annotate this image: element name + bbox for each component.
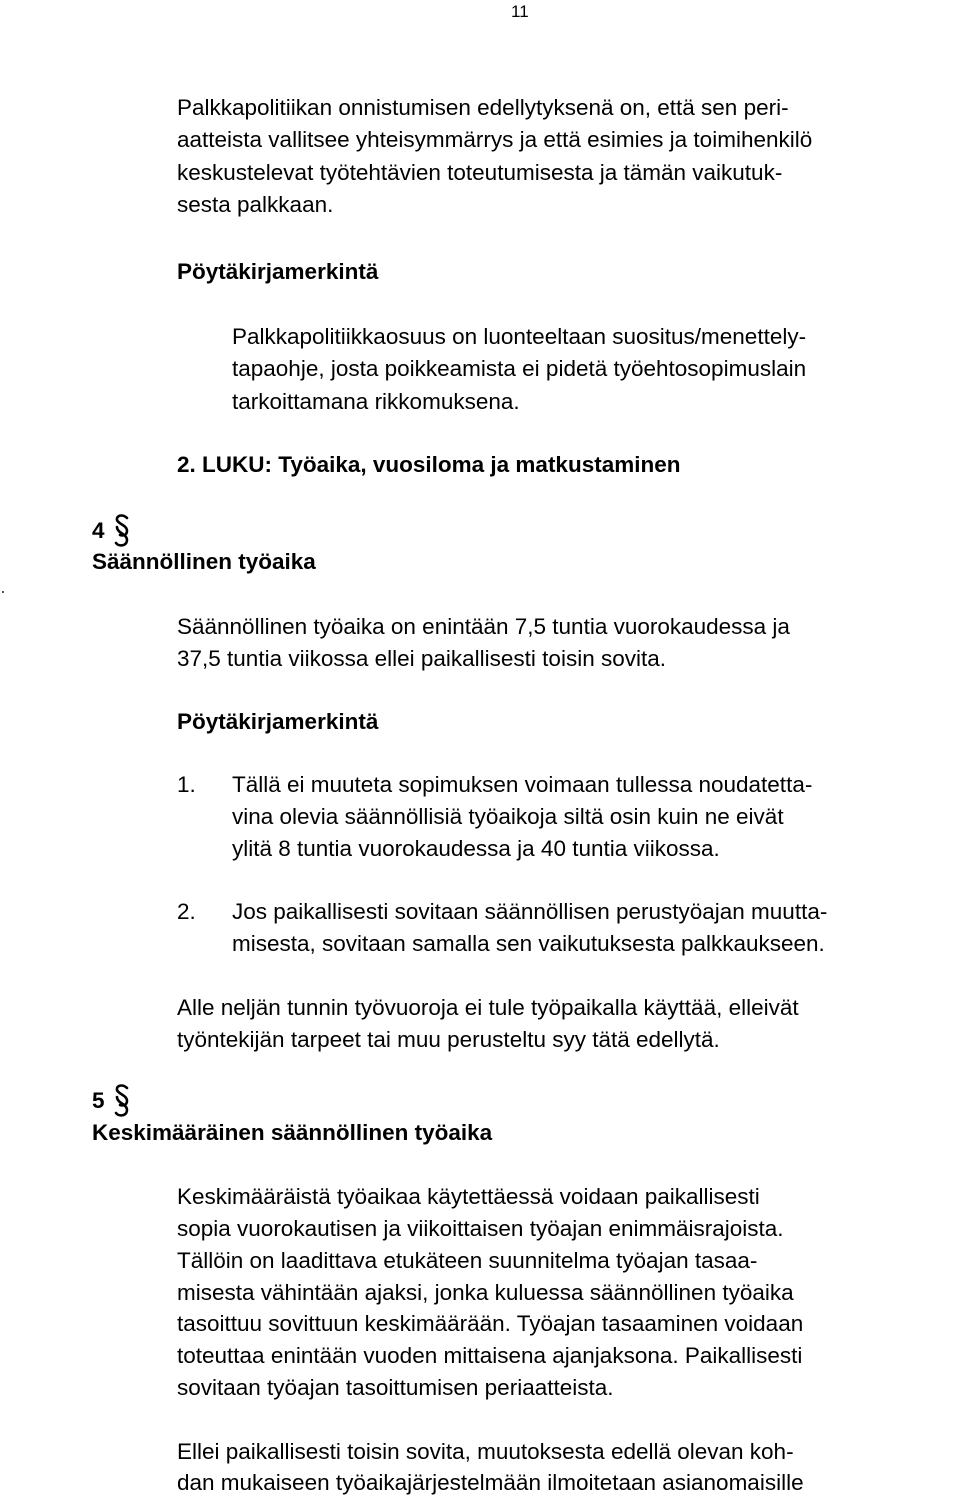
- intro-line: keskustelevat työtehtävien toteutumisesta ja tämän vaikutuk-: [177, 160, 783, 185]
- section-title: Säännöllinen työaika: [92, 549, 316, 574]
- list-item-line: vina olevia säännöllisiä työaikoja siltä osin kuin ne eivät: [232, 804, 784, 829]
- section-sign-icon: [113, 514, 131, 548]
- margin-mark: [2, 591, 4, 593]
- list-item-line: misesta, sovitaan samalla sen vaikutuksesta palkkaukseen.: [232, 931, 825, 956]
- body-line: sovitaan työajan tasoittumisen periaatteista.: [177, 1375, 614, 1400]
- intro-line: aatteista vallitsee yhteisymmärrys ja että esimies ja toimihenkilö: [177, 127, 813, 152]
- body-line: Tällöin on laadittava etukäteen suunnitelma työajan tasaa-: [177, 1248, 758, 1273]
- body-line: Alle neljän tunnin työvuoroja ei tule työpaikalla käyttää, elleivät: [177, 995, 799, 1020]
- body-line: dan mukaiseen työaikajärjestelmään ilmoitetaan asianomaisille: [177, 1470, 804, 1495]
- body-line: Keskimääräistä työaikaa käytettäessä voidaan paikallisesti: [177, 1184, 760, 1209]
- section-sign-icon: [113, 1084, 131, 1118]
- body-line: työntekijän tarpeet tai muu perusteltu syy tätä edellytä.: [177, 1027, 720, 1052]
- list-item-line: Jos paikallisesti sovitaan säännöllisen perustyöajan muutta-: [232, 899, 828, 924]
- body-line: 37,5 tuntia viikossa ellei paikallisesti toisin sovita.: [177, 646, 666, 671]
- list-number: 2.: [177, 899, 196, 924]
- chapter-title: 2. LUKU: Työaika, vuosiloma ja matkustaminen: [177, 452, 681, 477]
- section-number-text: 5: [92, 1088, 105, 1113]
- list-number: 1.: [177, 772, 196, 797]
- body-line: sopia vuorokautisen ja viikoittaisen työajan enimmäisrajoista.: [177, 1216, 784, 1241]
- body-line: Säännöllinen työaika on enintään 7,5 tuntia vuorokaudessa ja: [177, 614, 790, 639]
- section-number-text: 4: [92, 518, 105, 543]
- intro-line: Palkkapolitiikan onnistumisen edellytyksenä on, että sen peri-: [177, 95, 789, 120]
- body-line: misesta vähintään ajaksi, jonka kuluessa säännöllinen työaika: [177, 1280, 794, 1305]
- note-line: tapaohje, josta poikkeamista ei pidetä työehtosopimuslain: [232, 356, 807, 381]
- page-number: 11: [511, 2, 529, 21]
- body-line: Ellei paikallisesti toisin sovita, muutoksesta edellä olevan koh-: [177, 1439, 794, 1464]
- body-line: tasoittuu sovittuun keskimäärään. Työajan tasaaminen voidaan: [177, 1311, 804, 1336]
- note-heading: Pöytäkirjamerkintä: [177, 259, 379, 284]
- list-item-line: ylitä 8 tuntia vuorokaudessa ja 40 tuntia viikossa.: [232, 836, 720, 861]
- note-line: tarkoittamana rikkomuksena.: [232, 389, 520, 414]
- list-item-line: Tällä ei muuteta sopimuksen voimaan tullessa noudatetta-: [232, 772, 813, 797]
- body-line: toteuttaa enintään vuoden mittaisena ajanjaksona. Paikallisesti: [177, 1343, 803, 1368]
- note-line: Palkkapolitiikkaosuus on luonteeltaan suositus/menettely-: [232, 324, 807, 349]
- section-number: [92, 1084, 131, 1118]
- note-heading: Pöytäkirjamerkintä: [177, 709, 379, 734]
- section-title: Keskimääräinen säännöllinen työaika: [92, 1120, 493, 1145]
- section-number: [92, 514, 131, 548]
- intro-line: sesta palkkaan.: [177, 192, 334, 217]
